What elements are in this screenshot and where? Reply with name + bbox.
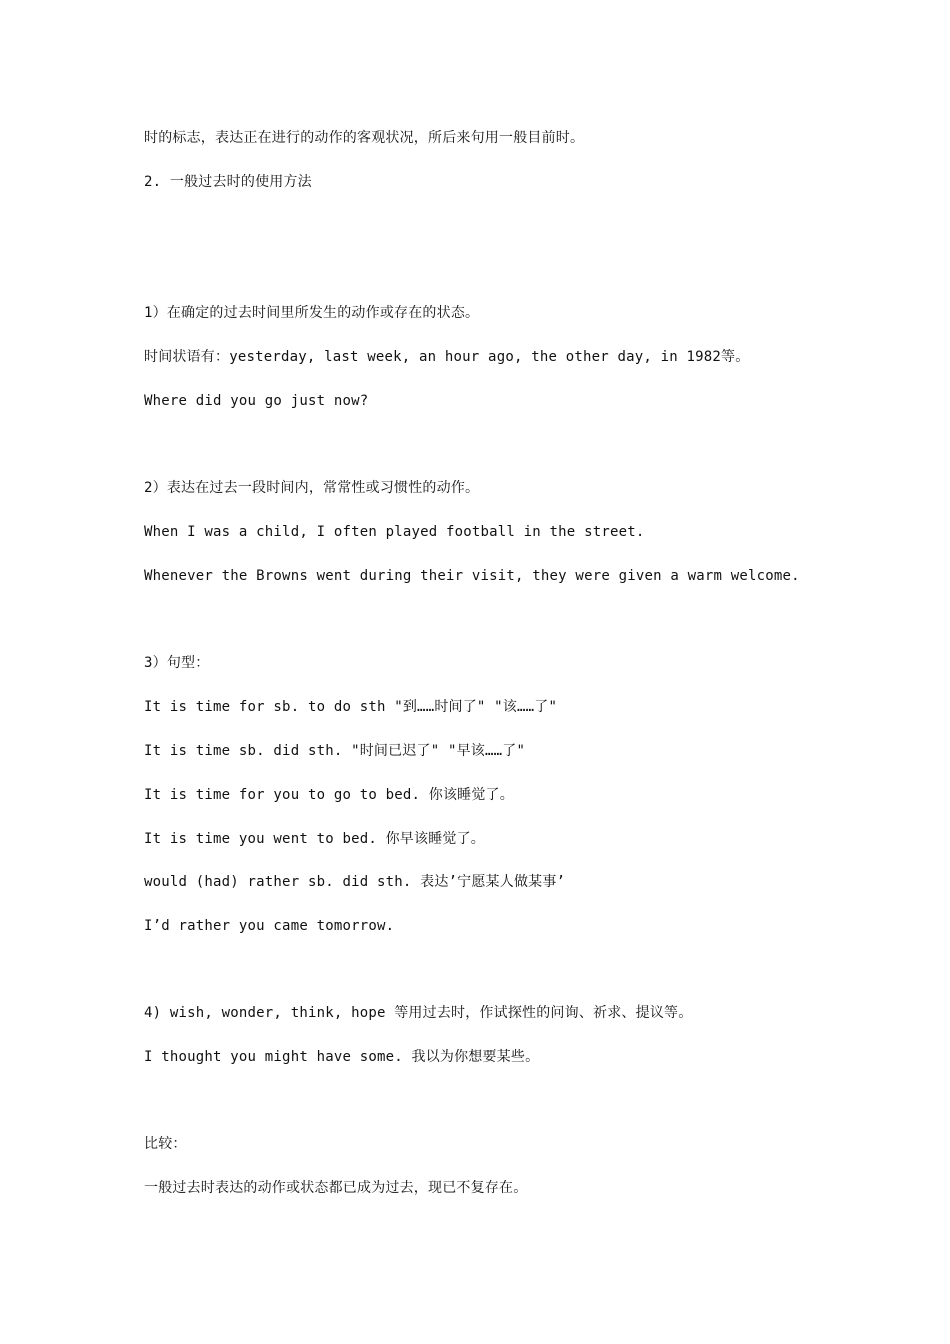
text-line: 2）表达在过去一段时间内，常常性或习惯性的动作。 (144, 480, 480, 496)
section-heading: 2. 一般过去时的使用方法 (144, 174, 312, 190)
example-sentence: It is time for sb. to do sth "到……时间了" "该……了" (144, 699, 558, 715)
text-line: 一般过去时表达的动作或状态都已成为过去，现已不复存在。 (144, 1180, 528, 1196)
example-sentence: It is time sb. did sth. "时间已迟了" "早该……了" (144, 743, 526, 759)
example-sentence: When I was a child, I often played football in the street. (144, 524, 645, 540)
text-line: 3）句型： (144, 655, 210, 671)
text-line: 时的标志，表达正在进行的动作的客观状况，所后来句用一般目前时。 (144, 130, 585, 146)
example-sentence: I thought you might have some. 我以为你想要某些。 (144, 1049, 540, 1065)
example-sentence: It is time for you to go to bed. 你该睡觉了。 (144, 787, 514, 803)
text-line: 时间状语有：yesterday, last week, an hour ago, the other day, in 1982等。 (144, 349, 750, 365)
example-sentence: I’d rather you came tomorrow. (144, 918, 395, 934)
example-sentence: It is time you went to bed. 你早该睡觉了。 (144, 831, 486, 847)
example-sentence: Where did you go just now? (144, 393, 369, 409)
example-sentence: Whenever the Browns went during their visit, they were given a warm welcome. (144, 568, 800, 584)
text-line: 比较： (144, 1136, 187, 1152)
example-sentence: would (had) rather sb. did sth. 表达’宁愿某人做某事’ (144, 874, 566, 890)
text-line: 1）在确定的过去时间里所发生的动作或存在的状态。 (144, 305, 480, 321)
text-line: 4) wish, wonder, think, hope 等用过去时，作试探性的问询、祈求、提议等。 (144, 1005, 693, 1021)
